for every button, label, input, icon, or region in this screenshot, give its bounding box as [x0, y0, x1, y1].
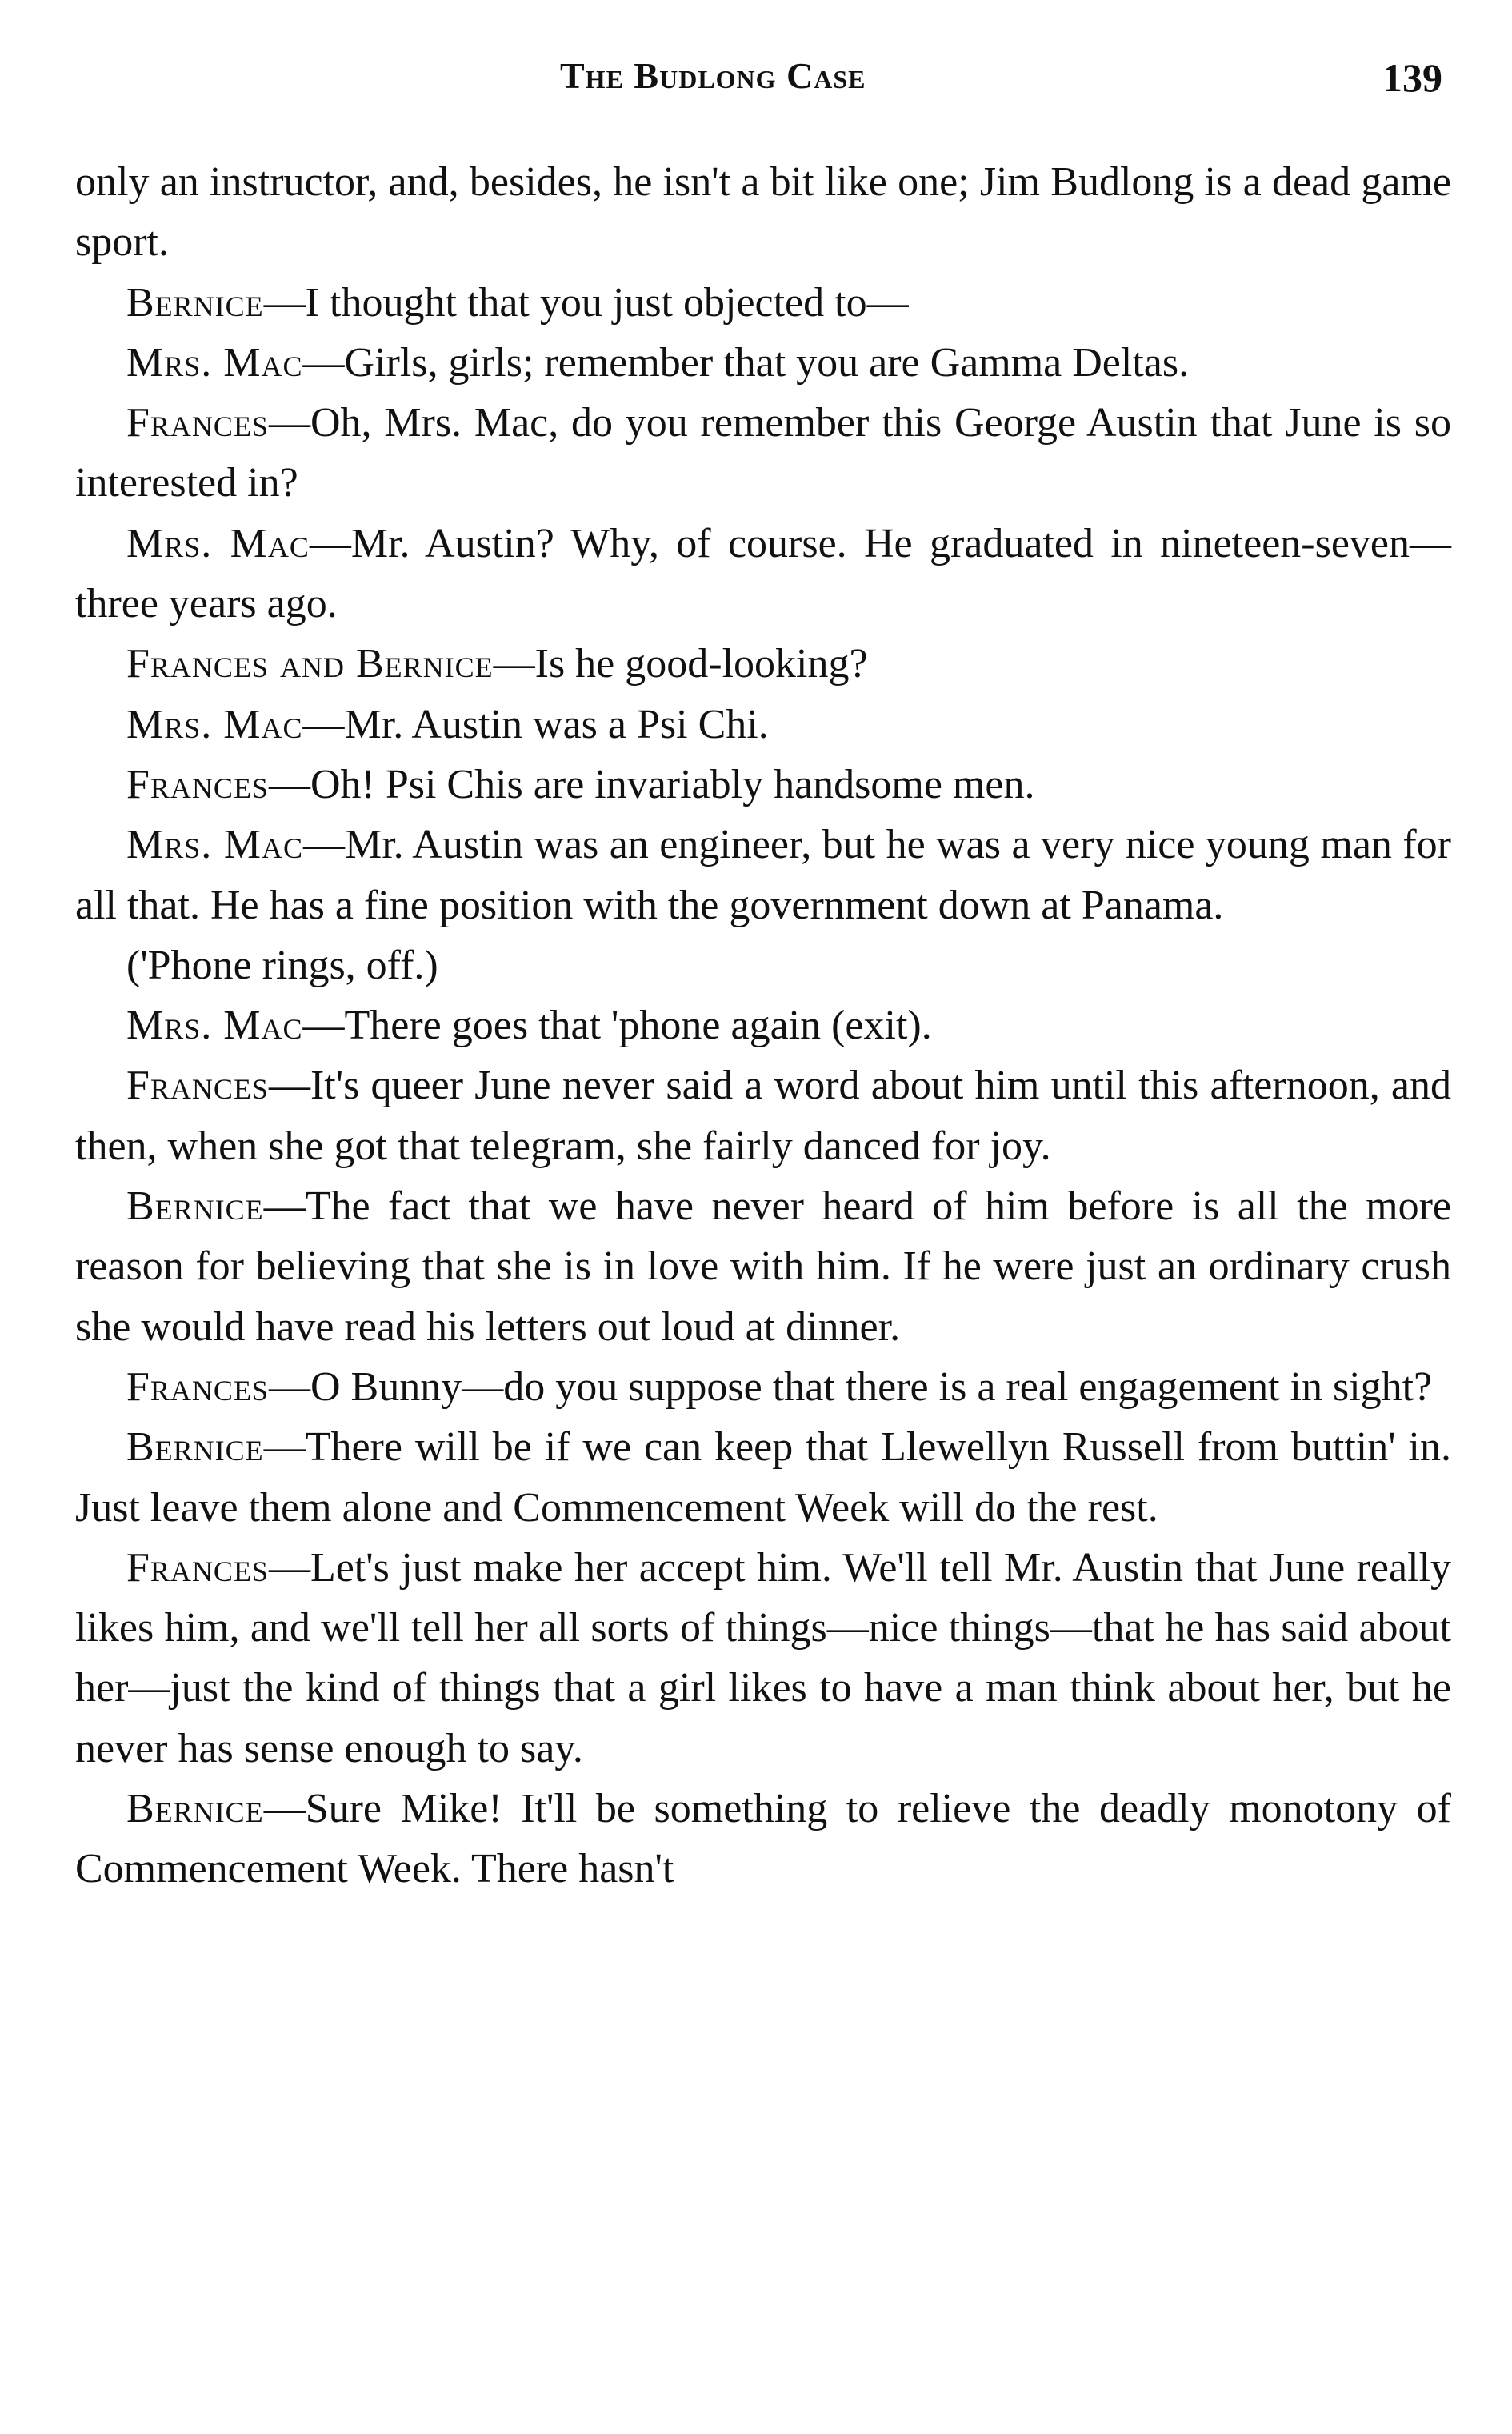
dialogue-paragraph [75, 333, 1451, 393]
dialogue-text: —I thought that you just objected to— [263, 279, 909, 326]
dialogue-text: —Mr. Austin? Why, of course. He graduated in nineteen-seven—three years ago. [75, 520, 1451, 627]
speaker-name: Frances [126, 761, 269, 807]
running-title: The Budlong Case [560, 55, 866, 96]
body-text [75, 152, 1451, 1900]
dialogue-paragraph [75, 1357, 1451, 1417]
dialogue-paragraph [75, 1417, 1451, 1538]
dialogue-paragraph [75, 1538, 1451, 1779]
dialogue-text: only an instructor, and, besides, he isn't a bit like one; Jim Budlong is a dead game sport. [75, 159, 1451, 266]
page-number: 139 [1382, 55, 1442, 100]
paragraph-continuation [75, 152, 1451, 273]
dialogue-text: —Sure Mike! It'll be something to relieve the deadly monotony of Commencement Week. There hasn't [75, 1786, 1451, 1892]
speaker-name: Mrs. Mac [126, 1003, 303, 1049]
dialogue-paragraph [75, 695, 1451, 755]
dialogue-paragraph [75, 1055, 1451, 1176]
speaker-name: Bernice [126, 1424, 264, 1471]
dialogue-paragraph [75, 514, 1451, 635]
speaker-name: Frances [126, 400, 269, 446]
dialogue-text: —Oh, Mrs. Mac, do you remember this George Austin that June is so interested in? [75, 400, 1451, 506]
speaker-name: Bernice [126, 279, 264, 326]
running-head [0, 54, 1512, 110]
dialogue-text: —Girls, girls; remember that you are Gamma Deltas. [302, 339, 1190, 386]
dialogue-text: —O Bunny—do you suppose that there is a real engagement in sight? [268, 1363, 1433, 1410]
speaker-name: Frances [126, 1063, 269, 1109]
speaker-name: Frances and Bernice [126, 641, 494, 687]
dialogue-paragraph [75, 1779, 1451, 1900]
dialogue-text: —Mr. Austin was an engineer, but he was a very nice young man for all that. He has a fine position with the government down at Panama. [75, 822, 1452, 928]
dialogue-text: —The fact that we have never heard of him before is all the more reason for believing that she is in love with him. If he were just an ordinary crush she would have read his letters out loud at dinner. [75, 1183, 1451, 1350]
speaker-name: Frances [126, 1544, 269, 1591]
speaker-name: Bernice [126, 1183, 264, 1230]
dialogue-text: —Mr. Austin was a Psi Chi. [302, 701, 769, 747]
speaker-name: Frances [126, 1363, 269, 1410]
dialogue-paragraph [75, 995, 1451, 1055]
dialogue-paragraph [75, 273, 1451, 333]
dialogue-text: —It's queer June never said a word about him until this afternoon, and then, when she got that telegram, she fairly danced for joy. [75, 1063, 1451, 1169]
speaker-name: Mrs. Mac [126, 520, 310, 566]
stage-direction-text: ('Phone rings, off.) [126, 942, 438, 988]
dialogue-text: —Oh! Psi Chis are invariably handsome men. [268, 761, 1035, 807]
dialogue-paragraph [75, 1176, 1451, 1357]
stage-direction [75, 935, 1451, 995]
dialogue-paragraph [75, 815, 1451, 935]
dialogue-text: —Let's just make her accept him. We'll tell Mr. Austin that June really likes him, and we'll tell her all sorts of things—nice things—that he has said about her—just the kind of things that a girl likes to have a man think about her, but he never has sense enough to say. [75, 1544, 1451, 1771]
dialogue-paragraph [75, 755, 1451, 815]
speaker-name: Bernice [126, 1786, 264, 1832]
speaker-name: Mrs. Mac [126, 339, 303, 386]
dialogue-text: —Is he good-looking? [493, 641, 868, 687]
dialogue-paragraph [75, 393, 1451, 514]
dialogue-text: —There goes that 'phone again (exit). [302, 1003, 932, 1049]
dialogue-text: —There will be if we can keep that Llewellyn Russell from buttin' in. Just leave them alone and Commencement Week will do the rest. [75, 1424, 1451, 1531]
dialogue-paragraph [75, 634, 1451, 694]
speaker-name: Mrs. Mac [126, 701, 303, 747]
speaker-name: Mrs. Mac [126, 822, 303, 868]
